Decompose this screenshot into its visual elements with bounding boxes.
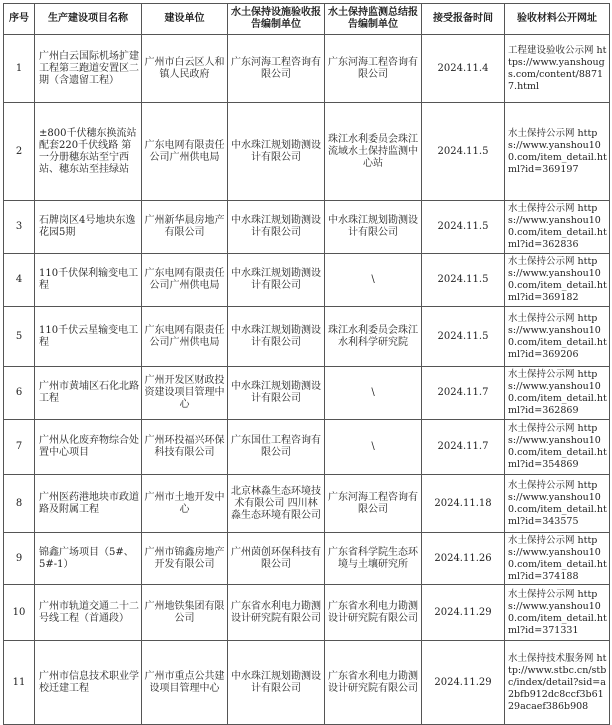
- table-row: [4, 103, 610, 201]
- owner-unit: 广州市土地开发中心: [142, 475, 228, 533]
- row-seq: 2: [4, 103, 35, 201]
- report-date: 2024.11.7: [422, 420, 505, 475]
- project-name: 广州市轨道交通二十二号线工程（首通段）: [35, 585, 142, 641]
- table-row: [4, 585, 610, 641]
- report-unit: 中水珠江规划勘测设计有限公司: [228, 641, 325, 725]
- row-seq: 9: [4, 533, 35, 585]
- row-seq: 11: [4, 641, 35, 725]
- owner-unit: 广州市白云区人和镇人民政府: [142, 35, 228, 103]
- report-date: 2024.11.26: [422, 533, 505, 585]
- project-name: 锦鑫广场项目（5#、5#-1）: [35, 533, 142, 585]
- report-date: 2024.11.18: [422, 475, 505, 533]
- monitor-unit: 广东省水利电力勘测设计研究院有限公司: [325, 641, 422, 725]
- owner-unit: 广州地铁集团有限公司: [142, 585, 228, 641]
- project-name: 110千伏保利输变电工程: [35, 254, 142, 307]
- project-name: 广州从化废弃物综合处置中心项目: [35, 420, 142, 475]
- project-name: ±800千伏穗东换流站配套220千伏线路 第一分册穗东站至宁西站、穗东站至挂绿站: [35, 103, 142, 201]
- monitor-unit: \: [325, 420, 422, 475]
- monitor-unit: \: [325, 367, 422, 420]
- owner-unit: 广州新华晨房地产有限公司: [142, 201, 228, 254]
- project-name: 广州市信息技术职业学校迁建工程: [35, 641, 142, 725]
- report-date: 2024.11.5: [422, 201, 505, 254]
- report-date: 2024.11.5: [422, 307, 505, 367]
- row-seq: 10: [4, 585, 35, 641]
- row-seq: 1: [4, 35, 35, 103]
- table-row: [4, 254, 610, 307]
- project-name: 广州白云国际机场扩建工程第三跑道安置区二期（含遗留工程）: [35, 35, 142, 103]
- owner-unit: 广州环投福兴环保科技有限公司: [142, 420, 228, 475]
- header-date: 接受报备时间: [422, 4, 505, 35]
- report-date: 2024.11.29: [422, 585, 505, 641]
- row-seq: 6: [4, 367, 35, 420]
- report-date: 2024.11.5: [422, 254, 505, 307]
- header-owner: 建设单位: [142, 4, 228, 35]
- header-seq: 序号: [4, 4, 35, 35]
- project-name: 广州市黄埔区石化北路工程: [35, 367, 142, 420]
- owner-unit: 广东电网有限责任公司广州供电局: [142, 103, 228, 201]
- report-unit: 中水珠江规划勘测设计有限公司: [228, 201, 325, 254]
- owner-unit: 广东电网有限责任公司广州供电局: [142, 307, 228, 367]
- url-cell[interactable]: 水土保持技术服务网 http://www.stbc.cn/stbc/index/detail?sid=a2bfb912dc8ccf3b6129acaef386b908: [505, 641, 610, 725]
- row-seq: 7: [4, 420, 35, 475]
- monitor-unit: 广东省科学院生态环境与土壤研究所: [325, 533, 422, 585]
- report-unit: 北京林淼生态环境技术有限公司 四川林淼生态环境有限公司: [228, 475, 325, 533]
- project-name: 广州医药港地块市政道路及附属工程: [35, 475, 142, 533]
- monitor-unit: 广东河海工程咨询有限公司: [325, 35, 422, 103]
- table-row: [4, 307, 610, 367]
- owner-unit: 广州开发区财政投资建设项目管理中心: [142, 367, 228, 420]
- report-unit: 广东河海工程咨询有限公司: [228, 35, 325, 103]
- owner-unit: 广州市锦鑫房地产开发有限公司: [142, 533, 228, 585]
- report-unit: 广东省水利电力勘测设计研究院有限公司: [228, 585, 325, 641]
- monitor-unit: 中水珠江规划勘测设计有限公司: [325, 201, 422, 254]
- url-cell[interactable]: 水土保持公示网 https://www.yanshou100.com/item_detail.html?id=374188: [505, 533, 610, 585]
- monitor-unit: 珠江水利委员会珠江水利科学研究院: [325, 307, 422, 367]
- url-cell[interactable]: 水土保持公示网 https://www.yanshou100.com/item_detail.html?id=369197: [505, 103, 610, 201]
- table-row: [4, 35, 610, 103]
- table-row: [4, 420, 610, 475]
- row-seq: 4: [4, 254, 35, 307]
- report-date: 2024.11.4: [422, 35, 505, 103]
- report-unit: 中水珠江规划勘测设计有限公司: [228, 367, 325, 420]
- report-date: 2024.11.5: [422, 103, 505, 201]
- url-cell[interactable]: 水土保持公示网 https://www.yanshou100.com/item_detail.html?id=343575: [505, 475, 610, 533]
- project-name: 110千伏云星输变电工程: [35, 307, 142, 367]
- header-url: 验收材料公开网址: [505, 4, 610, 35]
- project-name: 石牌岗区4号地块东逸花园5期: [35, 201, 142, 254]
- url-cell[interactable]: 水土保持公示网 https://www.yanshou100.com/item_detail.html?id=362869: [505, 367, 610, 420]
- acceptance-table: [3, 3, 610, 725]
- monitor-unit: 广东省水利电力勘测设计研究院有限公司: [325, 585, 422, 641]
- report-unit: 广东国仕工程咨询有限公司: [228, 420, 325, 475]
- report-unit: 广州茵创环保科技有限公司: [228, 533, 325, 585]
- owner-unit: 广东电网有限责任公司广州供电局: [142, 254, 228, 307]
- url-cell[interactable]: 水土保持公示网 https://www.yanshou100.com/item_detail.html?id=354869: [505, 420, 610, 475]
- table-header: [4, 4, 610, 35]
- url-cell[interactable]: 水土保持公示网 https://www.yanshou100.com/item_detail.html?id=369182: [505, 254, 610, 307]
- report-unit: 中水珠江规划勘测设计有限公司: [228, 254, 325, 307]
- report-unit: 中水珠江规划勘测设计有限公司: [228, 103, 325, 201]
- report-date: 2024.11.29: [422, 641, 505, 725]
- monitor-unit: 广东河海工程咨询有限公司: [325, 475, 422, 533]
- table-row: [4, 641, 610, 725]
- owner-unit: 广州市重点公共建设项目管理中心: [142, 641, 228, 725]
- table-row: [4, 533, 610, 585]
- monitor-unit: 珠江水利委员会珠江流域水土保持监测中心站: [325, 103, 422, 201]
- url-cell[interactable]: 水土保持公示网 https://www.yanshou100.com/item_detail.html?id=362836: [505, 201, 610, 254]
- table-row: [4, 201, 610, 254]
- row-seq: 8: [4, 475, 35, 533]
- report-unit: 中水珠江规划勘测设计有限公司: [228, 307, 325, 367]
- url-cell[interactable]: 工程建设验收公示网 https://www.yanshougs.com/content/88717.html: [505, 35, 610, 103]
- row-seq: 5: [4, 307, 35, 367]
- row-seq: 3: [4, 201, 35, 254]
- header-project: 生产建设项目名称: [35, 4, 142, 35]
- url-cell[interactable]: 水土保持公示网 https://www.yanshou100.com/item_detail.html?id=369206: [505, 307, 610, 367]
- url-cell[interactable]: 水土保持公示网 https://www.yanshou100.com/item_detail.html?id=371331: [505, 585, 610, 641]
- table-row: [4, 475, 610, 533]
- monitor-unit: \: [325, 254, 422, 307]
- report-date: 2024.11.7: [422, 367, 505, 420]
- header-report-unit: 水土保持设施验收报告编制单位: [228, 4, 325, 35]
- table-row: [4, 367, 610, 420]
- header-monitor-unit: 水土保持监测总结报告编制单位: [325, 4, 422, 35]
